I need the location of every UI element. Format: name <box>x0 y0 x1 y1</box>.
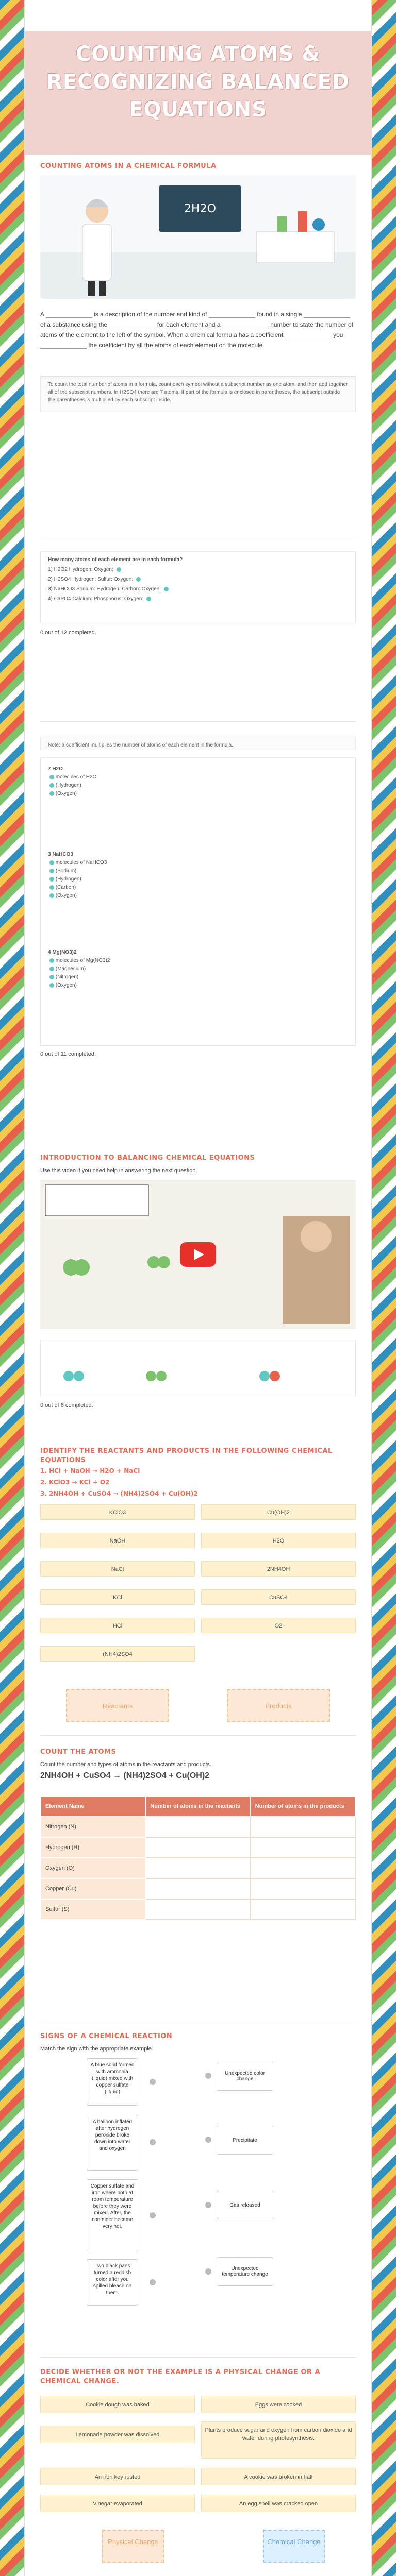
count-instruction: Count the number and types of atoms in the reactants and products. <box>40 1761 212 1768</box>
atom-count-table <box>40 1795 356 1920</box>
chip[interactable]: HCl <box>40 1618 195 1633</box>
score-2: 0 out of 11 completed. <box>40 1051 96 1057</box>
blank-2[interactable] <box>209 312 255 318</box>
definition-paragraph: A is a description of the number and kind of found in a single of a substance using the for each element and a number to state the number of atoms of the element to the left of the symbol. When a chemical formula has a coefficient you the coefficient by all the atoms of each element on the molecule. <box>40 311 353 349</box>
q-line-3: 3) NaHCO3 Sodium: Hydrogen: Carbon: Oxygen: <box>48 586 348 592</box>
section-title-signs: SIGNS OF A CHEMICAL REACTION <box>40 2032 173 2040</box>
sign-option[interactable]: Unexpected color change <box>217 2062 273 2091</box>
sign-option[interactable]: Unexpected temperature change <box>217 2257 273 2286</box>
match-dot[interactable] <box>205 2137 211 2143</box>
lab-illustration <box>40 175 356 299</box>
change-item[interactable]: Eggs were cooked <box>201 2396 356 2413</box>
example-card[interactable]: Two black pans turned a reddish color after you spilled bleach on them. <box>87 2259 138 2306</box>
change-item[interactable]: Cookie dough was baked <box>40 2396 195 2413</box>
product-input[interactable] <box>251 1817 355 1837</box>
chip[interactable]: NaCl <box>40 1561 195 1577</box>
col-reactants: Number of atoms in the reactants <box>145 1796 250 1817</box>
product-input[interactable] <box>251 1878 355 1899</box>
score-3: 0 out of 6 completed. <box>40 1402 93 1409</box>
equation-1: 1. HCl + NaOH → H2O + NaCl <box>40 1467 140 1475</box>
chip[interactable]: H2O <box>201 1533 356 1548</box>
physical-change-dropzone[interactable]: Physical Change <box>102 2530 164 2563</box>
score-1: 0 out of 12 completed. <box>40 630 96 636</box>
match-dot[interactable] <box>150 2079 156 2085</box>
section-title-intro: INTRODUCTION TO BALANCING CHEMICAL EQUATIONS <box>40 1154 255 1162</box>
match-dot[interactable] <box>205 2268 211 2275</box>
section-title-decide: DECIDE WHETHER OR NOT THE EXAMPLE IS A PHYSICAL CHANGE OR A CHEMICAL CHANGE. <box>40 2368 321 2385</box>
equation-2: 2. KClO3 → KCl + O2 <box>40 1479 110 1486</box>
scientist-illustration <box>40 175 356 299</box>
coefficient-note: Note: a coefficient multiplies the number of atoms of each element in the formula. <box>40 737 356 750</box>
answer-slot[interactable] <box>50 877 54 882</box>
table-row: Hydrogen (H) <box>41 1837 355 1858</box>
chip[interactable]: KClO3 <box>40 1504 195 1520</box>
chip[interactable]: KCl <box>40 1589 195 1605</box>
match-dot[interactable] <box>150 2212 156 2218</box>
match-dot[interactable] <box>150 2139 156 2145</box>
table-row: Oxygen (O) <box>41 1858 355 1878</box>
col-element: Element Name <box>41 1796 145 1817</box>
title-banner <box>25 31 371 155</box>
answer-slot[interactable] <box>50 791 54 796</box>
example-card[interactable]: Copper sulfate and iron where both at room temperature before they were mixed. After, the container became very hot. <box>87 2179 138 2251</box>
sign-option[interactable]: Gas released <box>217 2191 273 2219</box>
answer-slot[interactable] <box>50 893 54 898</box>
example-card[interactable]: A blue solid formed with ammonia (liquid) mixed with copper sulfate (liquid) <box>87 2058 138 2106</box>
change-item[interactable]: An egg shell was cracked open <box>201 2495 356 2512</box>
answer-slot[interactable] <box>117 567 121 572</box>
block-2: 3 NaHCO3 molecules of NaHCO3 (Sodium) (Hydrogen) (Carbon) (Oxygen) <box>48 852 107 899</box>
answer-slot[interactable] <box>50 983 54 988</box>
product-input[interactable] <box>251 1899 355 1920</box>
chip[interactable]: 2NH4OH <box>201 1561 356 1577</box>
answer-slot[interactable] <box>50 860 54 865</box>
molecule-diagram <box>48 1345 347 1392</box>
play-button[interactable] <box>180 1242 216 1267</box>
answer-slot[interactable] <box>50 783 54 788</box>
answer-slot[interactable] <box>50 869 54 873</box>
count-equation: 2NH4OH + CuSO4 → (NH4)2SO4 + Cu(OH)2 <box>40 1771 210 1780</box>
reactants-dropzone[interactable]: Reactants <box>66 1689 169 1722</box>
question-title: How many atoms of each element are in each formula? <box>48 557 183 563</box>
change-item[interactable]: An iron key rusted <box>40 2468 195 2485</box>
worksheet-page <box>25 0 371 2576</box>
q-line-1: 1) H2O2 Hydrogen: Oxygen: <box>48 567 348 572</box>
answer-slot[interactable] <box>136 577 141 582</box>
section-title-counting: COUNTING ATOMS IN A CHEMICAL FORMULA <box>40 162 217 170</box>
question-coefficients <box>40 757 356 1046</box>
page-title: COUNTING ATOMS & RECOGNIZING BALANCED EQUATIONS <box>46 42 350 122</box>
video-instruction: Use this video if you need help in answering the next question. <box>40 1167 197 1174</box>
chemical-change-dropzone[interactable]: Chemical Change <box>263 2530 325 2563</box>
chip[interactable]: NaOH <box>40 1533 195 1548</box>
answer-slot[interactable] <box>50 975 54 979</box>
match-dot[interactable] <box>150 2279 156 2285</box>
reactant-input[interactable] <box>145 1817 250 1837</box>
change-item[interactable]: Plants produce sugar and oxygen from carbon dioxide and water during photosynthesis. <box>201 2421 356 2459</box>
sign-option[interactable]: Precipitate <box>217 2126 273 2155</box>
blank-4[interactable] <box>109 322 155 328</box>
counting-note: To count the total number of atoms in a formula, count each symbol without a subscript number as one atom, and then add together all of the subscript numbers. In H2SO4 there are 7 atoms. If part of the formula is enclosed in parentheses, the subscript outside the parentheses is multiplied by each subscript inside. <box>40 376 356 412</box>
change-item[interactable]: Lemonade powder was dissolved <box>40 2426 195 2443</box>
change-item[interactable]: A cookie was broken in half <box>201 2468 356 2485</box>
chip[interactable]: O2 <box>201 1618 356 1633</box>
reactant-input[interactable] <box>145 1878 250 1899</box>
answer-slot[interactable] <box>146 597 151 601</box>
answer-slot[interactable] <box>50 775 54 779</box>
reactant-input[interactable] <box>145 1837 250 1858</box>
section-title-identify: IDENTIFY THE REACTANTS AND PRODUCTS IN THE FOLLOWING CHEMICAL EQUATIONS <box>40 1447 333 1464</box>
chip[interactable]: Cu(OH)2 <box>201 1504 356 1520</box>
blank-1[interactable] <box>46 312 92 318</box>
match-dot[interactable] <box>205 2073 211 2079</box>
answer-slot[interactable] <box>50 967 54 971</box>
reactant-input[interactable] <box>145 1899 250 1920</box>
block-3: 4 Mg(NO3)2 molecules of Mg(NO3)2 (Magnesium) (Nitrogen) (Oxygen) <box>48 950 110 988</box>
col-products: Number of atoms in the products <box>251 1796 355 1817</box>
blank-7[interactable] <box>40 343 87 349</box>
q-line-2: 2) H2SO4 Hydrogen: Sulfur: Oxygen: <box>48 577 348 582</box>
answer-slot[interactable] <box>164 587 169 591</box>
table-row: Sulfur (S) <box>41 1899 355 1920</box>
section-title-count: COUNT THE ATOMS <box>40 1748 117 1756</box>
balancing-video[interactable] <box>40 1180 356 1329</box>
board-formula: 2H2O <box>184 202 216 215</box>
q-line-4: 4) CaPO4 Calcium: Phosphorus: Oxygen: <box>48 596 348 602</box>
product-input[interactable] <box>251 1858 355 1878</box>
chip[interactable]: (NH4)2SO4 <box>40 1646 195 1662</box>
question-atoms-formula <box>40 551 356 623</box>
question-balance <box>40 1340 356 1396</box>
block-1: 7 H2O molecules of H2O (Hydrogen) (Oxygen) <box>48 766 97 796</box>
blank-5[interactable] <box>222 322 269 328</box>
match-dot[interactable] <box>205 2202 211 2208</box>
blank-6[interactable] <box>285 332 332 338</box>
answer-slot[interactable] <box>50 958 54 963</box>
answer-slot[interactable] <box>50 885 54 890</box>
products-dropzone[interactable]: Products <box>227 1689 330 1722</box>
chip[interactable]: CuSO4 <box>201 1589 356 1605</box>
example-card[interactable]: A balloon inflated after hydrogen peroxide broke down into water and oxygen <box>87 2115 138 2171</box>
table-row: Copper (Cu) <box>41 1878 355 1899</box>
reactant-input[interactable] <box>145 1858 250 1878</box>
change-item[interactable]: Vinegar evaporated <box>40 2495 195 2512</box>
blank-3[interactable] <box>304 312 350 318</box>
signs-instruction: Match the sign with the appropriate example. <box>40 2046 153 2052</box>
product-input[interactable] <box>251 1837 355 1858</box>
equation-3: 3. 2NH4OH + CuSO4 → (NH4)2SO4 + Cu(OH)2 <box>40 1490 198 1497</box>
table-row: Nitrogen (N) <box>41 1817 355 1837</box>
